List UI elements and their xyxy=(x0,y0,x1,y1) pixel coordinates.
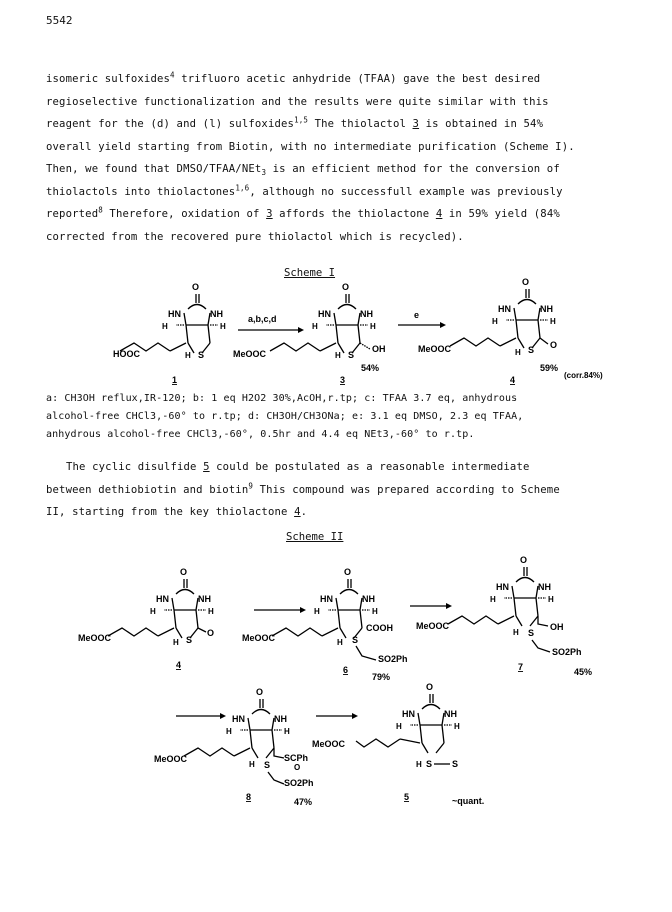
svg-text:H: H xyxy=(396,722,402,731)
svg-text:H: H xyxy=(335,351,341,360)
svg-text:S: S xyxy=(186,635,193,645)
compound-5 xyxy=(356,682,460,769)
compound-8-number: 8 xyxy=(246,792,252,802)
compound-3-chain: MeOOC xyxy=(233,349,267,359)
scheme-1-title: Scheme I xyxy=(284,267,336,279)
svg-text:H: H xyxy=(173,638,179,647)
compound-4-chain: MeOOC xyxy=(418,344,452,354)
svg-text:HN: HN xyxy=(320,594,333,604)
compound-3-number: 3 xyxy=(340,375,346,385)
svg-text:S: S xyxy=(352,635,359,645)
svg-text:HN: HN xyxy=(168,309,181,319)
svg-text:O: O xyxy=(180,567,188,577)
svg-text:NH: NH xyxy=(274,714,287,724)
compound-6-chain: MeOOC xyxy=(242,633,276,643)
p1-line-5: Then, we found that DMSO/TFAA/NEt$_3$ is an efficient method for the conversion of xyxy=(46,163,560,178)
compound-1-chain: HOOC xyxy=(113,349,140,359)
svg-text:H: H xyxy=(515,348,521,357)
compound-5-yield: ~quant. xyxy=(452,796,485,806)
compound-7-side: SO2Ph xyxy=(552,647,582,657)
compound-6 xyxy=(272,567,378,660)
compound-5-chain: MeOOC xyxy=(312,739,346,749)
svg-text:NH: NH xyxy=(538,582,551,592)
s2-compound-4-number: 4 xyxy=(176,660,182,670)
compound-8-yield: 47% xyxy=(294,797,313,807)
svg-text:H: H xyxy=(513,628,519,637)
svg-text:HN: HN xyxy=(232,714,245,724)
compound-7-yield: 45% xyxy=(574,667,593,677)
p1-line-3: reagent for the (d) and (l) sulfoxides$^{1,5}$ The thiolactol 3 is obtained in 54% xyxy=(46,115,544,130)
svg-text:H: H xyxy=(249,760,255,769)
svg-text:HN: HN xyxy=(402,709,415,719)
p1-line-1: isomeric sulfoxides$^4$ trifluoro acetic anhydride (TFAA) gave the best desired xyxy=(46,70,541,85)
compound-6-substituent: COOH xyxy=(366,623,393,633)
caption-line-1: a: CH3OH reflux,IR-120; b: 1 eq H2O2 30%,AcOH,r.tp; c: TFAA 3.7 eq, anhydrous xyxy=(46,393,518,404)
svg-text:H: H xyxy=(284,727,290,736)
compound-6-side: SO2Ph xyxy=(378,654,408,664)
svg-text:O: O xyxy=(426,682,434,692)
svg-text:H: H xyxy=(370,322,376,331)
compound-5-number: 5 xyxy=(404,792,410,802)
svg-text:S: S xyxy=(528,628,535,638)
svg-text:NH: NH xyxy=(210,309,223,319)
svg-text:H: H xyxy=(550,317,556,326)
scheme-2-title: Scheme II xyxy=(286,531,344,543)
scheme2-compound-4 xyxy=(108,567,214,647)
svg-text:S: S xyxy=(452,759,459,769)
arrow-2-label: e xyxy=(414,310,420,320)
compound-4-corrected: (corr.84%) xyxy=(564,371,603,380)
svg-text:NH: NH xyxy=(444,709,457,719)
svg-text:HN: HN xyxy=(318,309,331,319)
compound-6-yield: 79% xyxy=(372,672,391,682)
compound-4-yield: 59% xyxy=(540,363,559,373)
page-number: 5542 xyxy=(46,14,73,27)
compound-1-number: 1 xyxy=(172,375,178,385)
svg-text:O: O xyxy=(522,277,530,287)
svg-text:O: O xyxy=(207,628,215,638)
svg-text:S: S xyxy=(528,345,535,355)
svg-text:NH: NH xyxy=(360,309,373,319)
p1-line-2: regioselective functionalization and the results were quite similar with this xyxy=(46,95,549,108)
svg-text:HN: HN xyxy=(156,594,169,604)
svg-text:H: H xyxy=(150,607,156,616)
svg-text:H: H xyxy=(416,760,422,769)
compound-7-number: 7 xyxy=(518,662,524,672)
p1-line-6: thiolactols into thiolactones$^{1,6}$, although no successfull example was previously xyxy=(46,182,563,198)
svg-text:H: H xyxy=(492,317,498,326)
svg-text:H: H xyxy=(337,638,343,647)
compound-3-substituent: OH xyxy=(372,344,386,354)
svg-text:O: O xyxy=(344,567,352,577)
compound-8-substituent: SCPh xyxy=(284,753,309,763)
svg-text:H: H xyxy=(372,607,378,616)
svg-text:H: H xyxy=(314,607,320,616)
compound-8-chain: MeOOC xyxy=(154,754,188,764)
svg-text:O: O xyxy=(520,555,528,565)
compound-7-substituent: OH xyxy=(550,622,564,632)
compound-4-number: 4 xyxy=(510,375,516,385)
svg-text:HN: HN xyxy=(498,304,511,314)
compound-8 xyxy=(184,687,290,784)
svg-text:H: H xyxy=(226,727,232,736)
svg-text:H: H xyxy=(220,322,226,331)
svg-text:HN: HN xyxy=(496,582,509,592)
svg-text:S: S xyxy=(198,350,205,360)
p1-line-8: corrected from the recovered pure thiolactol which is recycled). xyxy=(46,230,464,243)
p2-line-3: II, starting from the key thiolactone 4. xyxy=(46,506,308,518)
svg-text:O: O xyxy=(256,687,264,697)
p2-line-2: between dethiobiotin and biotin$^9$ This compound was prepared according to Scheme xyxy=(46,480,560,496)
svg-text:NH: NH xyxy=(198,594,211,604)
svg-text:O: O xyxy=(342,282,350,292)
svg-text:H: H xyxy=(208,607,214,616)
compound-6-number: 6 xyxy=(343,665,349,675)
p1-line-7: reported$^8$ Therefore, oxidation of 3 affords the thiolactone 4 in 59% yield (84% xyxy=(46,205,560,220)
svg-text:H: H xyxy=(548,595,554,604)
compound-8-side: SO2Ph xyxy=(284,778,314,788)
compound-4-oxygen: O xyxy=(550,340,558,350)
svg-text:S: S xyxy=(264,760,271,770)
compound-8-carbonyl: O xyxy=(294,763,301,772)
svg-text:S: S xyxy=(426,759,433,769)
svg-text:H: H xyxy=(185,351,191,360)
compound-3-yield: 54% xyxy=(361,363,380,373)
s2-compound-4-chain: MeOOC xyxy=(78,633,112,643)
p1-line-4: overall yield starting from Biotin, with no intermediate purification (Scheme I). xyxy=(46,140,575,153)
compound-7 xyxy=(448,555,554,652)
svg-text:H: H xyxy=(454,722,460,731)
svg-text:H: H xyxy=(162,322,168,331)
p2-line-1: The cyclic disulfide 5 could be postulated as a reasonable intermediate xyxy=(66,461,530,473)
caption-line-2: alcohol-free CHCl3,-60° to r.tp; d: CH3OH/CH3ONa; e: 3.1 eq DMSO, 2.3 eq TFAA, xyxy=(46,411,524,422)
svg-text:O: O xyxy=(192,282,200,292)
compound-7-chain: MeOOC xyxy=(416,621,450,631)
arrow-1-label: a,b,c,d xyxy=(248,314,277,324)
svg-text:S: S xyxy=(348,350,355,360)
caption-line-3: anhydrous alcohol-free CHCl3,-60°, 0.5hr and 4.4 eq NEt3,-60° to r.tp. xyxy=(46,429,475,440)
svg-text:NH: NH xyxy=(362,594,375,604)
svg-text:NH: NH xyxy=(540,304,553,314)
svg-text:H: H xyxy=(490,595,496,604)
svg-text:H: H xyxy=(312,322,318,331)
